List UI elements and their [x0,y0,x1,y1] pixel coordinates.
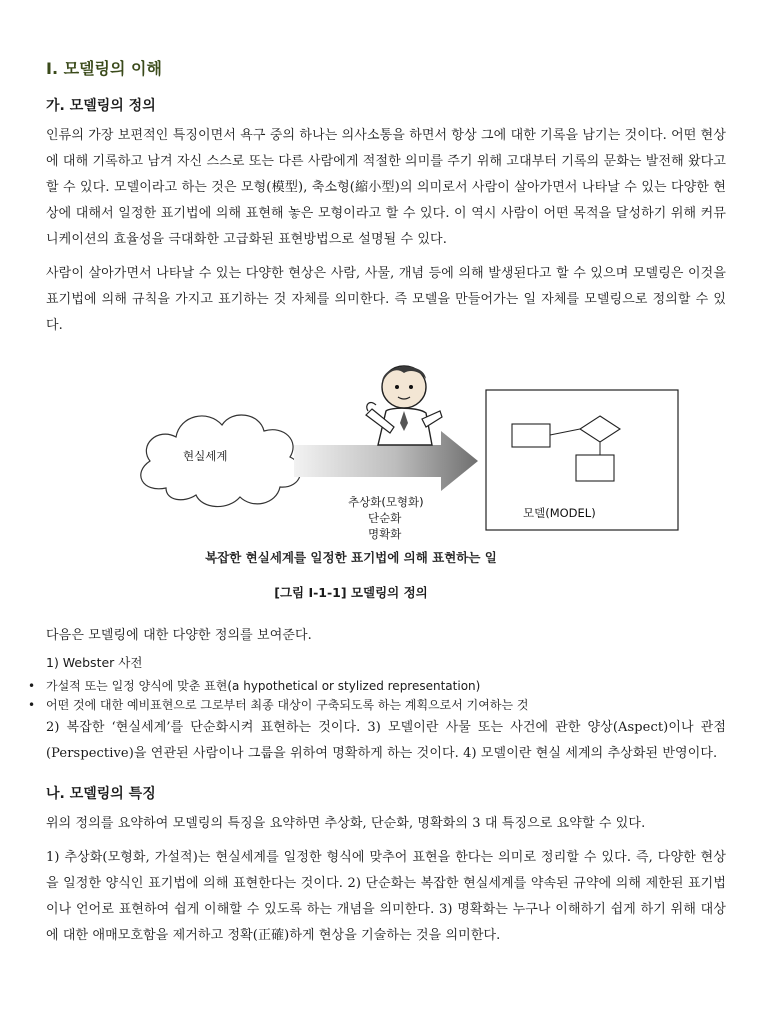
chapter-title: I. 모델링의 이해 [46,59,162,78]
paragraph-characteristics-2: 1) 추상화(모형화, 가설적)는 현실세계를 일정한 형식에 맞추어 표현을 한다는 의미로 정리할 수 있다. 즉, 다양한 현상을 일정한 양식인 표기법에 의해 표현한다는 것이다. 2) 단순화는 복잡한 현실세계를 약속된 규약에 의해 제한된 표기법이나 언어로 표현하여 쉽게 이해할 수 있도록 하는 개념을 의미한다. 3) 명확화는 누구나 이해하기 쉽게 하기 위해 대상에 대한 애매모호함을 제거하고 정확(正確)하게 현상을 기술하는 것을 의미한다. [46,850,726,943]
arrow-label-abstraction: 추상화(모형화) [348,495,424,509]
cloud-label: 현실세계 [183,449,228,463]
bullet-text: 가설적 또는 일정 양식에 맞춘 표현(a hypothetical or stylized representation) [46,679,481,693]
modeling-figure [46,353,726,573]
bullet-icon: • [28,679,36,693]
definitions-paragraph: 2) 복잡한 ‘현실세계’를 단순화시켜 표현하는 것이다. 3) 모델이란 사물 또는 사건에 관한 양상(Aspect)이나 관점(Perspective)을 연관된 사람이나 그룹을 위하여 명확하게 하는 것이다. 4) 모델이란 현실 세계의 추상화된 반영이다. [46,720,726,761]
figure-title: [그림 Ⅰ-1-1] 모델링의 정의 [274,585,428,600]
list-item [28,696,726,715]
model-entity-box-2 [576,455,614,481]
person-illustration [366,366,442,445]
arrow-label-simplification: 단순화 [368,511,402,525]
figure-caption: 복잡한 현실세계를 일정한 표기법에 의해 표현하는 일 [205,550,497,565]
webster-bullet-list [28,677,726,715]
bullet-icon: • [28,698,36,712]
model-label: 모델(MODEL) [523,506,596,520]
paragraph-characteristics-1: 위의 정의를 요약하여 모델링의 특징을 요약하면 추상화, 단순화, 명확화의 3 대 특징으로 요약할 수 있다. [46,816,646,831]
section-heading-definition: 가. 모델링의 정의 [46,98,156,114]
model-entity-box-1 [512,424,550,447]
list-item [28,677,726,696]
paragraph-definition-2: 사람이 살아가면서 나타날 수 있는 다양한 현상은 사람, 사물, 개념 등에 의해 발생된다고 할 수 있으며 모델링은 이것을 표기법에 의해 규칙을 가지고 표기하는 것 자체를 의미한다. 즉 모델을 만들어가는 일 자체를 모델링으로 정의할 수 있다. [46,266,726,333]
definitions-intro: 다음은 모델링에 대한 다양한 정의를 보여준다. [46,628,312,643]
section-heading-characteristics: 나. 모델링의 특징 [46,786,156,802]
document-page [28,56,726,957]
section-characteristics [46,783,726,949]
arrow-label-clarification: 명확화 [368,527,402,541]
bullet-text: 어떤 것에 대한 예비표현으로 그로부터 최종 대상이 구축되도록 하는 계획으로서 기여하는 것 [46,698,529,712]
webster-label: 1) Webster 사전 [46,655,143,670]
paragraph-definition-1: 인류의 가장 보편적인 특징이면서 욕구 중의 하나는 의사소통을 하면서 항상 그에 대한 기록을 남기는 것이다. 어떤 현상에 대해 기록하고 남겨 자신 스스로 또는 다른 사람에게 적절한 의미를 주기 위해 고대부터 기록의 문화는 발전해 왔다고 할 수 있다. 모델이라고 하는 것은 모형(模型), 축소형(縮小型)의 의미로서 사람이 살아가면서 나타날 수 있는 다양한 현상에 대해서 일정한 표기법에 의해 표현해 놓은 모형이라고 할 수 있다. 이 역시 사람이 어떤 목적을 달성하기 위해 커뮤니케이션의 효율성을 극대화한 고급화된 표현방법으로 설명될 수 있다. [46,128,726,247]
